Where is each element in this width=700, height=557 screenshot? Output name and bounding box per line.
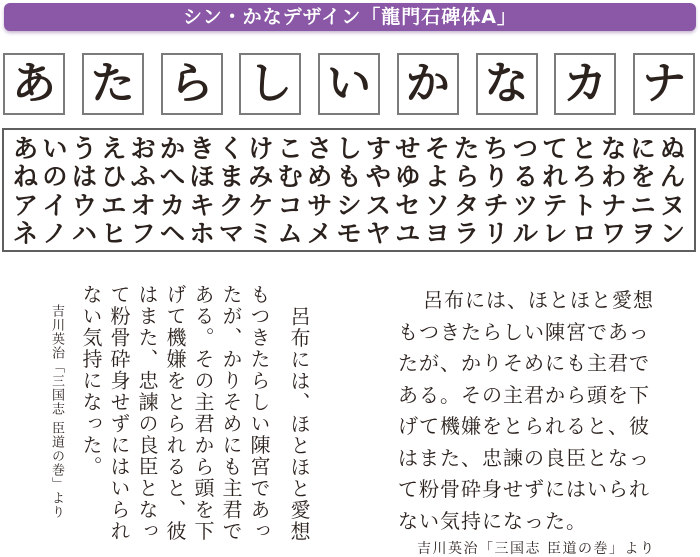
kana-char: に [630, 133, 656, 163]
kana-char: エ [101, 190, 127, 220]
kana-char: あ [13, 133, 39, 163]
kana-char: ワ [601, 219, 627, 249]
kana-char: セ [395, 190, 421, 220]
page-title: シン・かなデザイン「龍門石碑体A」 [183, 5, 517, 28]
kana-char: ス [365, 190, 391, 220]
kana-char: ト [571, 190, 597, 220]
vertical-text-column: たが、かりそめにも主君で [219, 284, 243, 542]
horizontal-text-sample [398, 285, 668, 557]
kana-char: ウ [71, 190, 97, 220]
kana-chart-box [2, 128, 696, 252]
kana-char: レ [542, 219, 568, 249]
kana-char: さ [307, 133, 333, 163]
kana-char: ち [483, 133, 509, 163]
kana-char: き [189, 133, 215, 163]
kana-char: お [130, 133, 156, 163]
kana-char: い [42, 133, 68, 163]
kana-char: ム [277, 219, 303, 249]
kana-char: サ [307, 190, 333, 220]
kana-char: チ [483, 190, 509, 220]
kana-char: ユ [395, 219, 421, 249]
kana-char: く [218, 133, 244, 163]
kana-char: う [71, 133, 97, 163]
kana-char: ね [13, 162, 39, 192]
kana-char: な [601, 133, 627, 163]
kana-char: ソ [424, 190, 450, 220]
kana-char: み [248, 162, 274, 192]
kana-char: タ [454, 190, 480, 220]
horizontal-text-line: 呂布には、ほとほと愛想 [423, 288, 654, 312]
kana-char: か [160, 133, 186, 163]
kana-char: オ [130, 190, 156, 220]
kana-char: マ [218, 219, 244, 249]
kana-char: け [248, 133, 274, 163]
kana-char: イ [42, 190, 68, 220]
horizontal-text-line: ない気持になった。 [398, 508, 587, 533]
specimen-box: い [318, 53, 380, 115]
kana-char: も [336, 162, 362, 192]
kana-char: ま [218, 162, 244, 192]
kana-char: る [512, 162, 538, 192]
vertical-attribution: 吉川英治「三国志 臣道の巻」より [49, 304, 64, 520]
kana-char: ら [454, 162, 480, 192]
specimen-box: カ [554, 53, 616, 115]
horizontal-text-line: て粉骨砕身せずにはいられ [398, 477, 650, 501]
kana-char: キ [189, 190, 215, 220]
kana-char: ホ [189, 219, 215, 249]
kana-char: れ [542, 162, 568, 192]
specimen-box: か [397, 53, 459, 115]
vertical-text-column: もつきたらしい陳宮であっ [247, 284, 271, 542]
kana-char: の [42, 162, 68, 192]
kana-char: ノ [42, 219, 68, 249]
kana-char: ヒ [101, 219, 127, 249]
kana-row-hiragana-1 [13, 134, 685, 163]
kana-row-katakana-1 [13, 191, 685, 220]
vertical-text-column: はまた、忠諫の良臣となっ [135, 284, 159, 542]
kana-char: そ [424, 133, 450, 163]
kana-char: ケ [248, 190, 274, 220]
kana-char: ヌ [659, 190, 685, 220]
horizontal-text-line: げて機嫌をとられると、彼 [398, 414, 650, 438]
vertical-text-column: ある。その主君から頭を下 [191, 284, 215, 542]
specimen-box: し [239, 53, 301, 115]
horizontal-text-line: たが、かりそめにも主君で [398, 351, 650, 375]
kana-char: ハ [71, 219, 97, 249]
kana-char: て [542, 133, 568, 163]
specimen-box: あ [3, 53, 65, 115]
kana-char: こ [277, 133, 303, 163]
kana-char: め [307, 162, 333, 192]
kana-char: え [101, 133, 127, 163]
kana-char: ツ [512, 190, 538, 220]
kana-char: テ [542, 190, 568, 220]
vertical-text-column: ない気持になった。 [79, 284, 103, 478]
kana-char: ヨ [424, 219, 450, 249]
kana-char: す [365, 133, 391, 163]
kana-char: と [571, 133, 597, 163]
vertical-text-column: げて機嫌をとられると、彼 [163, 284, 187, 542]
kana-char: せ [395, 133, 421, 163]
kana-row-hiragana-2 [13, 163, 685, 192]
kana-char: リ [483, 219, 509, 249]
kana-char: カ [160, 190, 186, 220]
specimen-box: た [82, 53, 144, 115]
horizontal-text-line: はまた、忠諫の良臣となっ [398, 445, 650, 470]
kana-char: ゆ [395, 162, 421, 192]
kana-char: ほ [189, 162, 215, 192]
kana-char: や [365, 162, 391, 192]
kana-char: へ [160, 162, 186, 192]
kana-char: ロ [571, 219, 597, 249]
kana-char: ク [218, 190, 244, 220]
kana-char: ネ [13, 219, 39, 249]
kana-char: を [630, 162, 656, 192]
kana-char: ミ [248, 219, 274, 249]
kana-char: ヤ [365, 219, 391, 249]
vertical-text-sample [45, 284, 313, 550]
kana-char: り [483, 162, 509, 192]
kana-char: た [454, 133, 480, 163]
kana-char: フ [130, 219, 156, 249]
kana-char: よ [424, 162, 450, 192]
specimen-box: ナ [633, 53, 695, 115]
kana-char: コ [277, 190, 303, 220]
kana-char: は [71, 162, 97, 192]
kana-char: ひ [101, 162, 127, 192]
kana-char: シ [336, 190, 362, 220]
kana-char: メ [307, 219, 333, 249]
kana-row-katakana-2 [13, 220, 685, 249]
specimen-row [3, 53, 695, 115]
horizontal-text-line: ある。その主君から頭を下 [398, 382, 650, 407]
kana-char: ラ [454, 219, 480, 249]
kana-char: つ [512, 133, 538, 163]
title-bar [4, 3, 696, 31]
kana-char: わ [601, 162, 627, 192]
kana-char: ア [13, 190, 39, 220]
vertical-text-column: て粉骨砕身せずにはいられ [107, 284, 131, 542]
kana-char: ニ [630, 190, 656, 220]
kana-char: ふ [130, 162, 156, 192]
kana-char: し [336, 133, 362, 163]
horizontal-attribution: 吉川英治「三国志 臣道の巻」より [417, 541, 656, 557]
kana-char: ン [659, 219, 685, 249]
specimen-box: ら [161, 53, 223, 115]
kana-char: ナ [601, 190, 627, 220]
kana-char: ヘ [160, 219, 186, 249]
kana-char: む [277, 162, 303, 192]
kana-char: ル [512, 219, 538, 249]
kana-char: ん [659, 162, 685, 192]
kana-char: モ [336, 219, 362, 249]
kana-char: ろ [571, 162, 597, 192]
vertical-text-column: 呂布には、ほとほと愛想 [287, 306, 311, 543]
specimen-box: な [476, 53, 538, 115]
kana-char: ぬ [659, 133, 685, 163]
horizontal-text-line: もつきたらしい陳宮であっ [398, 319, 650, 344]
kana-char: ヲ [630, 219, 656, 249]
